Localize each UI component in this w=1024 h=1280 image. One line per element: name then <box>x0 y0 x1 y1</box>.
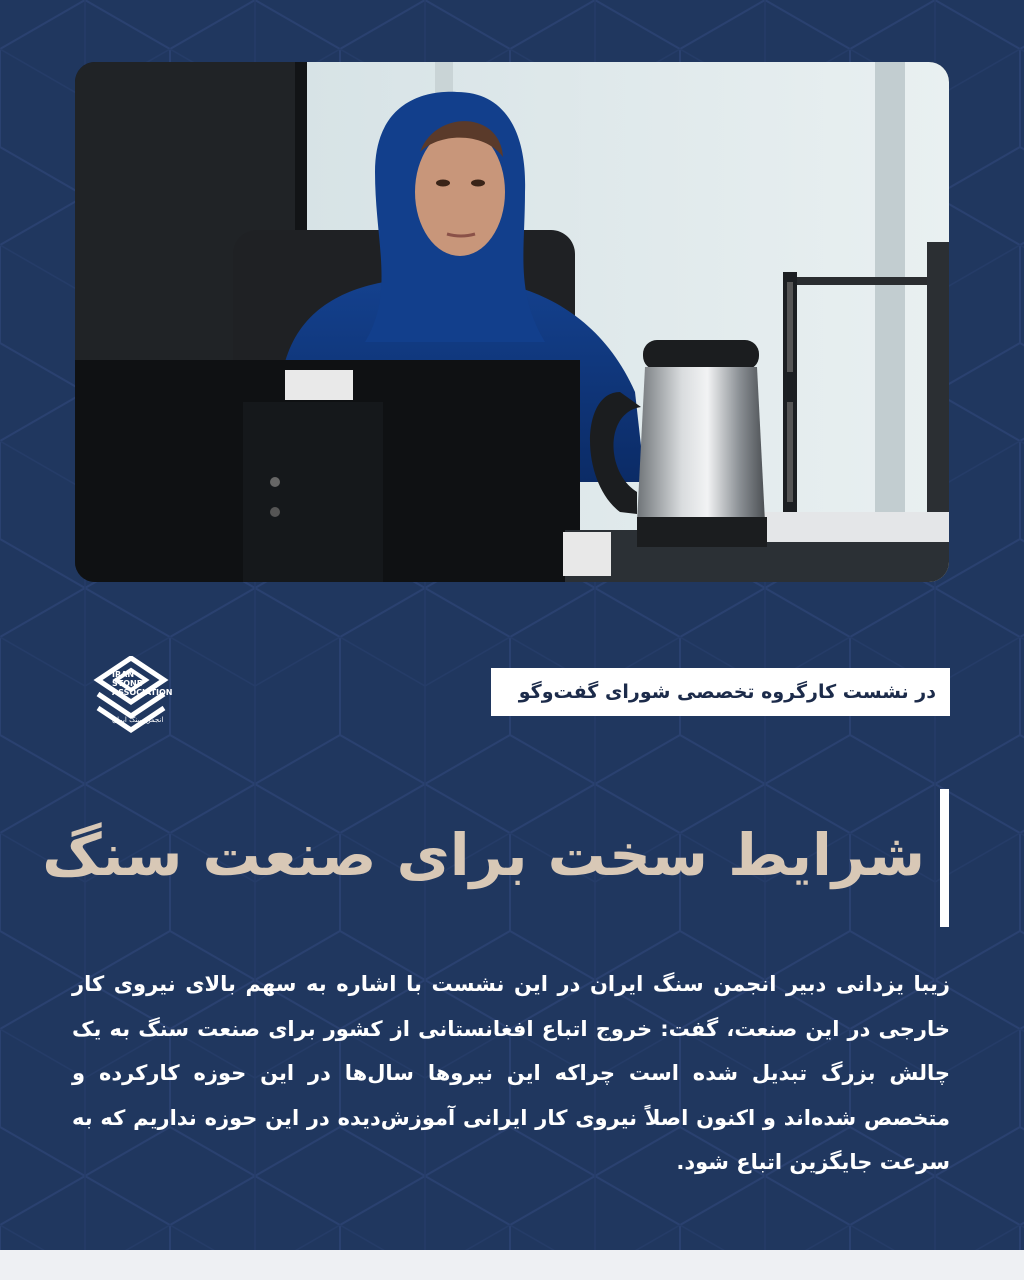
bottom-band <box>0 1250 1024 1280</box>
body-paragraph: زیبا یزدانی دبیر انجمن سنگ ایران در این نشست با اشاره به سهم بالای نیروی کار خارجی در این صنعت، گفت: خروج اتباع افغانستانی از کشور برای صنعت سنگ به یک چالش بزرگ تبدیل شده است چراکه این نیروها سال‌ها در این حوزه کارکرده و متخصص شده‌اند و اکنون اصلاً نیروی کار ایرانی آموزش‌دیده در این حوزه نداریم که به سرعت جایگزین اتباع شود. <box>72 972 950 1174</box>
logo-wordmark <box>112 670 173 697</box>
headline: شرایط سخت برای صنعت سنگ <box>42 821 925 889</box>
logo-persian-name: انجمن سنگ ایران <box>112 716 164 724</box>
headline-accent-bar <box>940 789 949 927</box>
subtitle-label: در نشست کارگروه تخصصی شورای گفت‌وگو <box>491 668 950 716</box>
logo-line-2: STONE <box>112 679 143 688</box>
meeting-photo <box>75 62 949 582</box>
logo-line-3: ASSOCIATION <box>112 688 173 697</box>
logo-line-1: IRAN <box>112 670 135 679</box>
